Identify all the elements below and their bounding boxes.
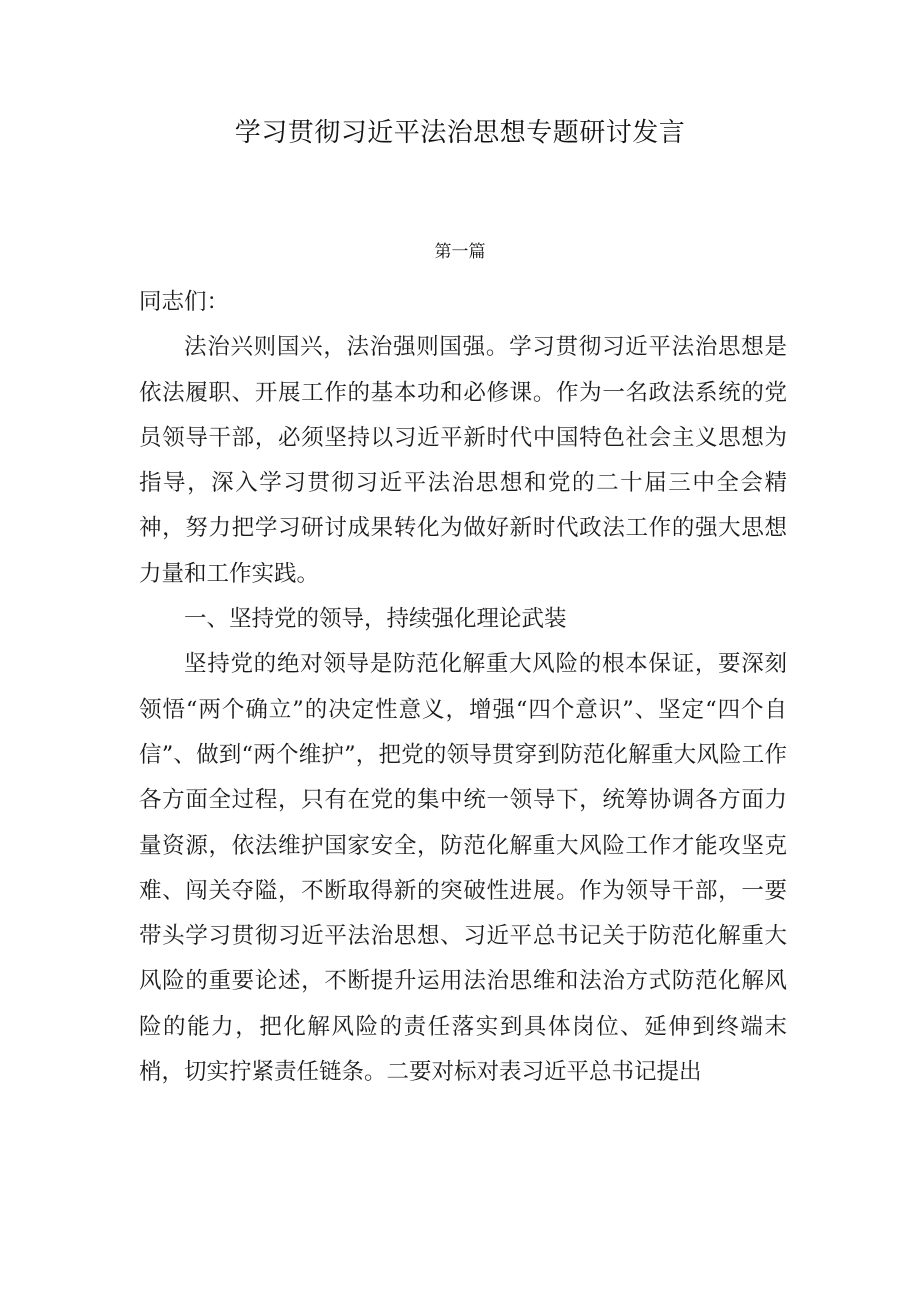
document-subtitle: 第一篇 bbox=[434, 242, 486, 262]
document-body bbox=[139, 280, 787, 1095]
section-heading-1: 一、坚持党的领导，持续强化理论武装 bbox=[184, 606, 567, 633]
paragraph-intro: 法治兴则国兴，法治强则国强。学习贯彻习近平法治思想是依法履职、开展工作的基本功和必修课。作为一名政法系统的党员领导干部，必须坚持以习近平新时代中国特色社会主义思想为指导，深入学习贯彻习近平法治思想和党的二十届三中全会精神，努力把学习研讨成果转化为做好新时代政法工作的强大思想力量和工作实践。 bbox=[139, 334, 787, 587]
document-title: 学习贯彻习近平法治思想专题研讨发言 bbox=[234, 118, 686, 148]
greeting: 同志们： bbox=[139, 289, 230, 315]
paragraph-section-1: 坚持党的绝对领导是防范化解重大风险的根本保证，要深刻领悟“两个确立”的决定性意义，增强“四个意识”、坚定“四个自信”、做到“两个维护”，把党的领导贯穿到防范化解重大风险工作各方面全过程，只有在党的集中统一领导下，统筹协调各方面力量资源，依法维护国家安全，防范化解重大风险工作才能攻坚克难、闯关夺隘，不断取得新的突破性进展。作为领导干部，一要带头学习贯彻习近平法治思想、习近平总书记关于防范化解重大风险的重要论述，不断提升运用法治思维和法治方式防范化解风险的能力，把化解风险的责任落实到具体岗位、延伸到终端末梢，切实拧紧责任链条。二要对标对表习近平总书记提出 bbox=[139, 651, 787, 1086]
